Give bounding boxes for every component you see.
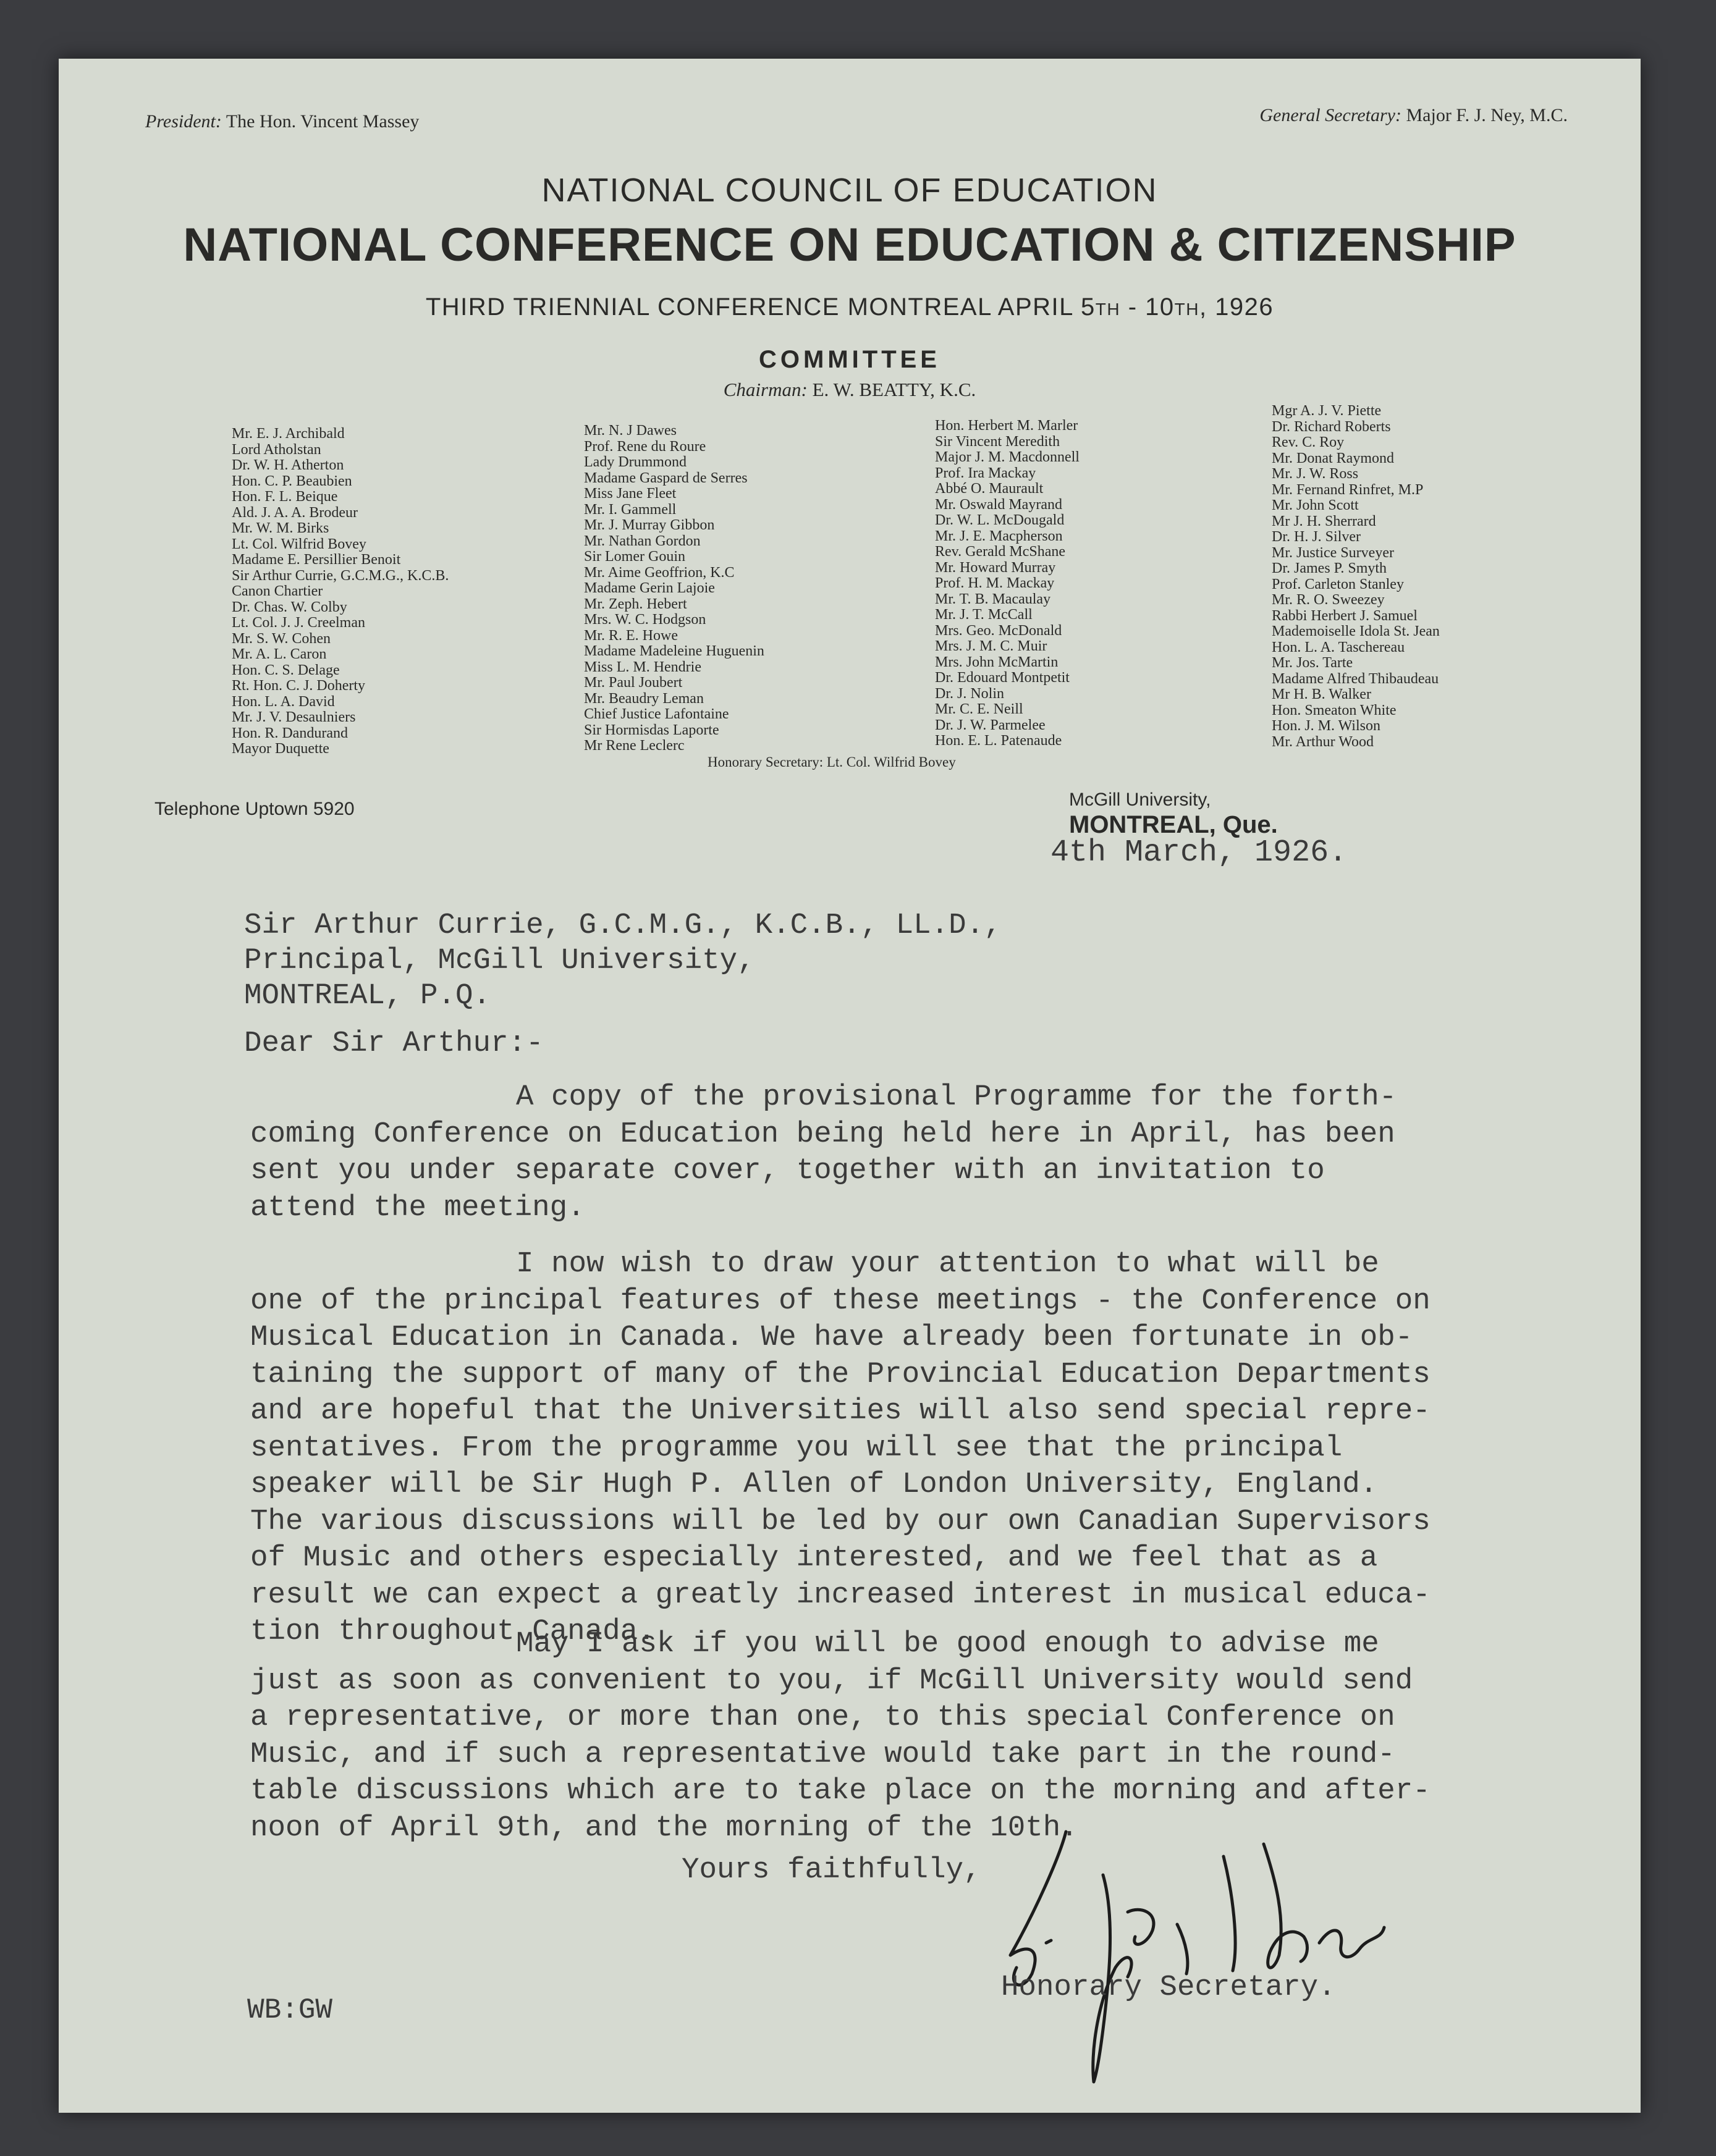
committee-member: Hon. C. P. Beaubien <box>232 473 352 489</box>
committee-member: Sir Arthur Currie, G.C.M.G., K.C.B. <box>232 567 449 584</box>
paragraph-line: A copy of the provisional Programme for the forth- <box>516 1080 1397 1114</box>
recipient-line: Principal, McGill University, <box>244 944 755 977</box>
paragraph-1 <box>250 1079 1397 1226</box>
paragraph-line: sent you under separate cover, together with an invitation to <box>250 1154 1325 1187</box>
committee-member: Lady Drummond <box>584 454 687 470</box>
committee-member: Hon. E. L. Patenaude <box>935 733 1062 749</box>
committee-member: Prof. Rene du Roure <box>584 438 706 455</box>
committee-member: Mr. J. W. Ross <box>1272 466 1359 482</box>
committee-member: Sir Vincent Meredith <box>935 433 1060 450</box>
committee-member: Mademoiselle Idola St. Jean <box>1272 623 1440 639</box>
paragraph-line: Music, and if such a representative would take part in the round- <box>250 1737 1395 1771</box>
letter-page <box>59 59 1641 2113</box>
gensec-label: General Secretary: <box>1259 105 1401 125</box>
committee-member: Madame Gaspard de Serres <box>584 470 748 486</box>
committee-member: Mrs. Geo. McDonald <box>935 622 1062 639</box>
committee-member: Mr. Oswald Mayrand <box>935 496 1062 513</box>
committee-member: Dr. W. L. McDougald <box>935 512 1065 528</box>
paragraph-line: a representative, or more than one, to this special Conference on <box>250 1701 1395 1734</box>
committee-member: Prof. Carleton Stanley <box>1272 576 1404 592</box>
recipient-address <box>244 908 1002 1014</box>
committee-member: Mr. J. V. Desaulniers <box>232 709 356 725</box>
paragraph-line: noon of April 9th, and the morning of the 10th. <box>250 1811 1078 1845</box>
committee-member: Madame E. Persillier Benoit <box>232 552 401 568</box>
committee-member: Mr. R. E. Howe <box>584 627 678 644</box>
committee-member: Hon. F. L. Beique <box>232 489 338 505</box>
committee-member: Lt. Col. J. J. Creelman <box>232 615 365 631</box>
gensec-name: Major F. J. Ney, M.C. <box>1406 105 1568 125</box>
chairman-name: E. W. BEATTY, K.C. <box>812 379 976 400</box>
committee-member: Mr. E. J. Archibald <box>232 426 345 442</box>
committee-member: Sir Hormisdas Laporte <box>584 722 719 738</box>
paragraph-line: result we can expect a greatly increased interest in musical educa- <box>250 1578 1431 1612</box>
paragraph-line: I now wish to draw your attention to what will be <box>516 1247 1379 1281</box>
honorary-secretary-line: Honorary Secretary: Lt. Col. Wilfrid Bovey <box>708 754 956 770</box>
committee-member: Hon. C. S. Delage <box>232 662 340 678</box>
committee-member: Mr. J. E. Macpherson <box>935 528 1063 544</box>
president-line <box>145 111 419 132</box>
committee-member: Hon. L. A. David <box>232 693 335 710</box>
committee-member: Mrs. John McMartin <box>935 654 1059 670</box>
paragraph-line: just as soon as convenient to you, if McGill University would send <box>250 1664 1413 1698</box>
signer-title: Honorary Secretary. <box>1001 1971 1336 2004</box>
paragraph-line: sentatives. From the programme you will see that the principal <box>250 1431 1343 1465</box>
committee-member: Hon. Herbert M. Marler <box>935 418 1078 434</box>
committee-member: Mr. Paul Joubert <box>584 675 683 691</box>
conference-title: NATIONAL CONFERENCE ON EDUCATION & CITIZENSHIP <box>183 219 1516 271</box>
committee-member: Mr. Zeph. Hebert <box>584 596 687 612</box>
committee-member: Dr. Edouard Montpetit <box>935 670 1070 686</box>
committee-member: Mr H. B. Walker <box>1272 686 1371 702</box>
committee-member: Madame Alfred Thibaudeau <box>1272 670 1439 687</box>
committee-member: Dr. H. J. Silver <box>1272 529 1361 545</box>
committee-member: Mr. J. Murray Gibbon <box>584 517 715 533</box>
closing: Yours faithfully, <box>682 1853 981 1887</box>
committee-member: Miss Jane Fleet <box>584 486 677 502</box>
committee-member: Canon Chartier <box>232 583 323 599</box>
committee-member: Mr. John Scott <box>1272 497 1359 513</box>
committee-member: Mr. Arthur Wood <box>1272 733 1374 750</box>
address-line-1: McGill University, <box>1069 790 1211 810</box>
recipient-line: Sir Arthur Currie, G.C.M.G., K.C.B., LL.D., <box>244 909 1002 942</box>
committee-column-4 <box>1272 403 1440 750</box>
committee-member: Mr J. H. Sherrard <box>1272 513 1376 529</box>
paragraph-line: table discussions which are to take place on the morning and after- <box>250 1774 1431 1808</box>
committee-member: Abbé O. Maurault <box>935 481 1044 497</box>
paragraph-line: tion throughout Canada. <box>250 1615 656 1648</box>
committee-member: Mr Rene Leclerc <box>584 738 685 754</box>
committee-member: Mrs. J. M. C. Muir <box>935 638 1047 654</box>
committee-member: Mr. J. T. McCall <box>935 607 1033 623</box>
committee-member: Mr. Donat Raymond <box>1272 450 1394 466</box>
telephone: Telephone Uptown 5920 <box>154 799 355 819</box>
chairman-label: Chairman: <box>723 379 808 400</box>
committee-member: Mr. R. O. Sweezey <box>1272 592 1385 608</box>
committee-member: Mayor Duquette <box>232 741 329 757</box>
recipient-line: MONTREAL, P.Q. <box>244 979 491 1013</box>
committee-member: Mr. I. Gammell <box>584 501 677 518</box>
paragraph-line: Musical Education in Canada. We have already been fortunate in ob- <box>250 1321 1413 1354</box>
committee-column-1 <box>232 426 449 757</box>
committee-member: Mr. Justice Surveyer <box>1272 544 1394 561</box>
committee-column-3 <box>935 418 1080 749</box>
committee-member: Mr. Nathan Gordon <box>584 533 701 549</box>
salutation: Dear Sir Arthur:- <box>244 1027 544 1060</box>
committee-member: Hon. R. Dandurand <box>232 725 348 741</box>
committee-member: Chief Justice Lafontaine <box>584 706 729 722</box>
committee-member: Hon. L. A. Taschereau <box>1272 639 1405 655</box>
committee-member: Madame Madeleine Huguenin <box>584 643 764 659</box>
committee-member: Mr. A. L. Caron <box>232 646 327 662</box>
committee-member: Ald. J. A. A. Brodeur <box>232 504 358 521</box>
committee-member: Mr. W. M. Birks <box>232 520 329 536</box>
committee-member: Lord Atholstan <box>232 441 321 458</box>
council-heading: NATIONAL COUNCIL OF EDUCATION <box>541 172 1158 209</box>
committee-member: Mr. C. E. Neill <box>935 701 1023 717</box>
committee-member: Dr. W. H. Atherton <box>232 457 344 473</box>
committee-member: Lt. Col. Wilfrid Bovey <box>232 536 366 552</box>
paragraph-line: The various discussions will be led by our own Canadian Supervisors <box>250 1504 1431 1538</box>
paragraph-line: and are hopeful that the Universities will also send special repre- <box>250 1394 1431 1428</box>
president-label: President: <box>145 111 222 132</box>
paragraph-2 <box>250 1246 1431 1651</box>
committee-member: Rabbi Herbert J. Samuel <box>1272 607 1418 624</box>
committee-member: Prof. Ira Mackay <box>935 465 1036 481</box>
paragraph-line: May I ask if you will be good enough to advise me <box>516 1627 1379 1661</box>
committee-heading: COMMITTEE <box>759 346 940 373</box>
committee-member: Hon. Smeaton White <box>1272 702 1397 718</box>
committee-member: Dr. Richard Roberts <box>1272 418 1391 435</box>
committee-member: Mrs. W. C. Hodgson <box>584 612 706 628</box>
paragraph-line: attend the meeting. <box>250 1190 585 1224</box>
triennial-subtitle: THIRD TRIENNIAL CONFERENCE MONTREAL APRIL 5TH - 10TH, 1926 <box>425 293 1274 321</box>
committee-member: Dr. James P. Smyth <box>1272 560 1387 576</box>
committee-member: Madame Gerin Lajoie <box>584 580 715 596</box>
paragraph-line: one of the principal features of these meetings - the Conference on <box>250 1284 1431 1318</box>
committee-member: Rt. Hon. C. J. Doherty <box>232 678 365 694</box>
paragraph-line: of Music and others especially interested, and we feel that as a <box>250 1541 1378 1575</box>
committee-member: Mr. Fernand Rinfret, M.P <box>1272 481 1424 498</box>
committee-member: Mr. Howard Murray <box>935 559 1056 576</box>
committee-member: Hon. J. M. Wilson <box>1272 718 1380 734</box>
committee-member: Mr. Aime Geoffrion, K.C <box>584 564 735 581</box>
general-secretary-line <box>1259 105 1568 126</box>
committee-member: Dr. J. W. Parmelee <box>935 717 1046 733</box>
committee-column-2 <box>584 423 764 754</box>
committee-member: Prof. H. M. Mackay <box>935 575 1055 591</box>
committee-member: Dr. Chas. W. Colby <box>232 599 347 615</box>
committee-member: Mr. N. J Dawes <box>584 423 677 439</box>
paragraph-line: speaker will be Sir Hugh P. Allen of London University, England. <box>250 1468 1378 1501</box>
letter-date: 4th March, 1926. <box>1050 835 1348 870</box>
committee-member: Rev. C. Roy <box>1272 434 1345 450</box>
committee-member: Mr. T. B. Macaulay <box>935 591 1051 607</box>
committee-member: Major J. M. Macdonnell <box>935 449 1080 465</box>
committee-member: Mr. S. W. Cohen <box>232 630 331 647</box>
committee-member: Rev. Gerald McShane <box>935 544 1066 560</box>
committee-member: Sir Lomer Gouin <box>584 549 685 565</box>
committee-member: Mr. Jos. Tarte <box>1272 655 1353 671</box>
paragraph-line: taining the support of many of the Provincial Education Departments <box>250 1357 1431 1391</box>
address-line-2: MONTREAL, Que. <box>1069 811 1278 838</box>
signature <box>973 1819 1406 2091</box>
committee-member: Miss L. M. Hendrie <box>584 659 701 675</box>
typist-initials: WB:GW <box>247 1994 333 2026</box>
committee-member: Dr. J. Nolin <box>935 685 1005 702</box>
president-name: The Hon. Vincent Massey <box>226 111 420 132</box>
chairman-line <box>59 379 1641 401</box>
committee-member: Mr. Beaudry Leman <box>584 690 704 707</box>
paragraph-3 <box>250 1626 1431 1846</box>
paragraph-line: coming Conference on Education being held here in April, has been <box>250 1117 1395 1151</box>
committee-member: Mgr A. J. V. Piette <box>1272 403 1382 419</box>
